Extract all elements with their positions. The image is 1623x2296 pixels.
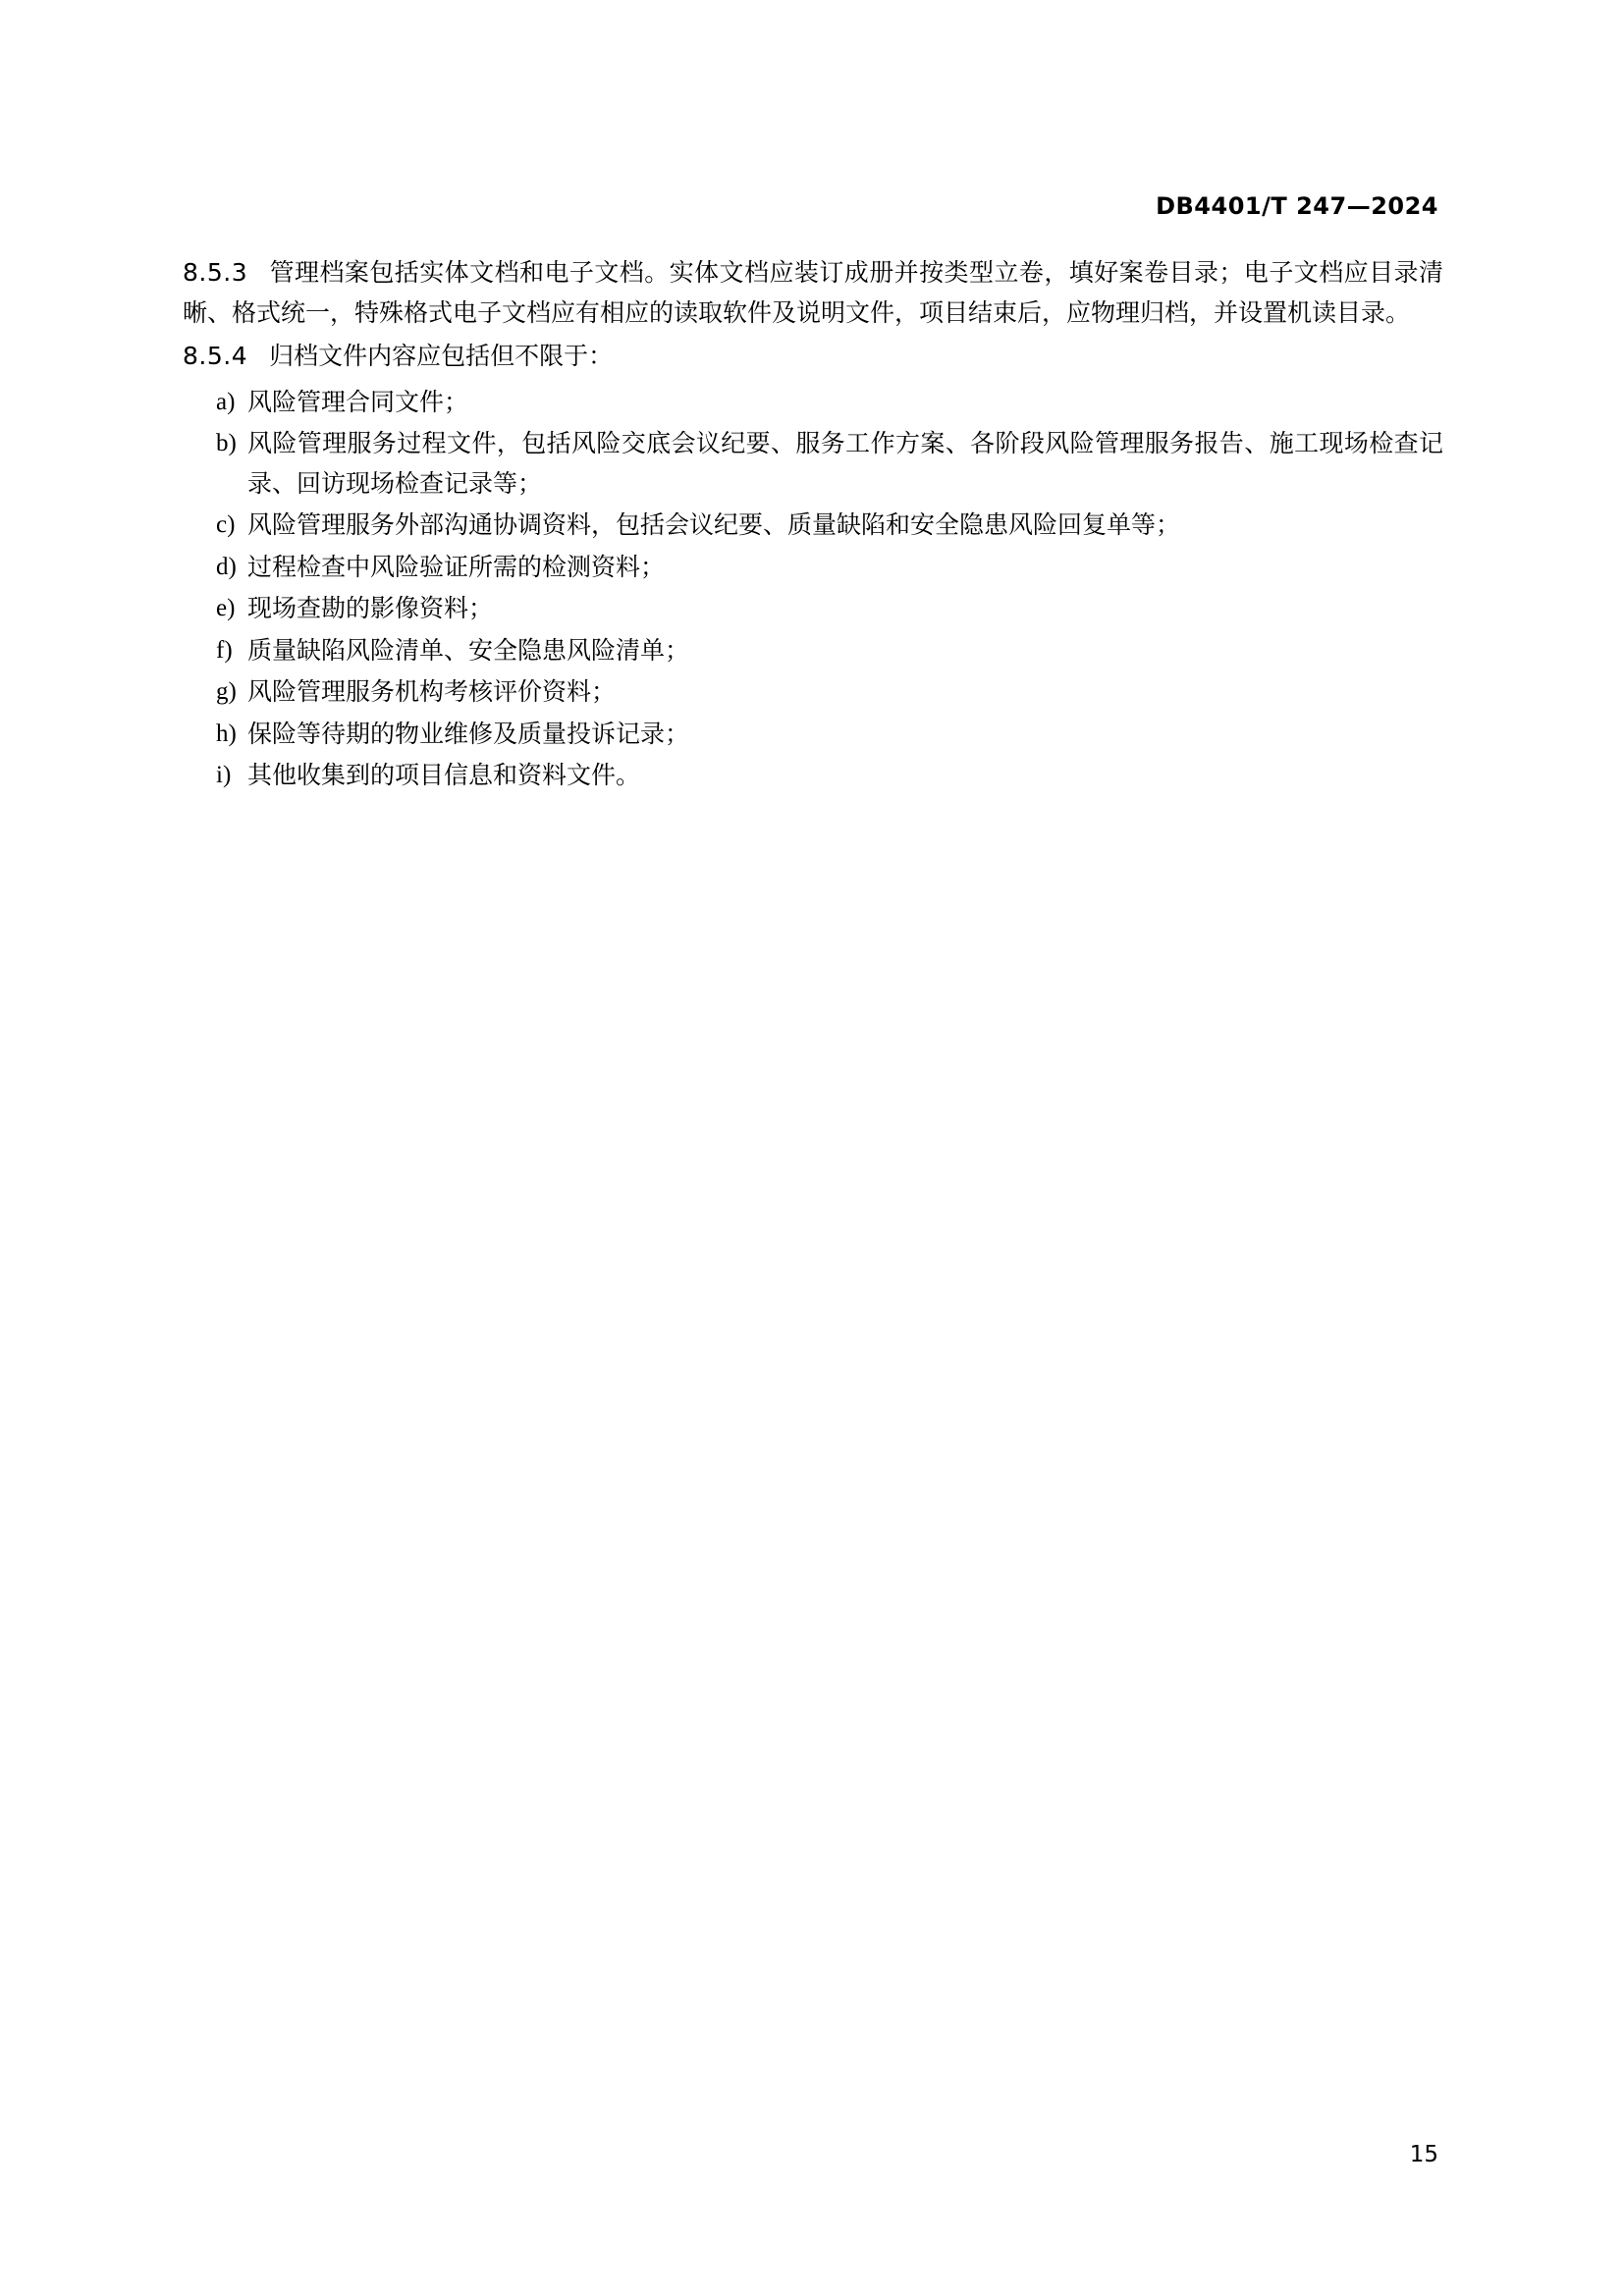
- clause-text-8-5-4: 归档文件内容应包括但不限于：: [269, 342, 614, 370]
- list-item: [183, 589, 1443, 629]
- page-header-standard-code: DB4401/T 247—2024: [1156, 192, 1438, 220]
- list-item-text: 现场查勘的影像资料；: [247, 594, 494, 622]
- list-item: [183, 715, 1443, 755]
- list-item-marker: c): [216, 511, 236, 538]
- list-item-marker: e): [216, 595, 236, 621]
- list-item-marker: d): [216, 553, 237, 580]
- list-item-text: 风险管理服务机构考核评价资料；: [247, 677, 617, 706]
- list-item-marker: b): [216, 430, 237, 456]
- list-item-marker: i): [216, 762, 232, 788]
- list-item-marker: f): [216, 636, 233, 664]
- list-item-marker: h): [216, 720, 237, 747]
- clause-number-8-5-3: 8.5.3: [183, 258, 248, 287]
- list-item-text: 质量缺陷风险清单、安全隐患风险清单；: [247, 635, 690, 665]
- list-item-marker: g): [216, 678, 237, 705]
- clause-number-8-5-4: 8.5.4: [183, 342, 248, 370]
- list-item-text: 其他收集到的项目信息和资料文件。: [247, 761, 641, 789]
- list-item-text: 风险管理服务外部沟通协调资料，包括会议纪要、质量缺陷和安全隐患风险回复单等；: [247, 510, 1181, 539]
- clause-8-5-3: [183, 253, 1443, 333]
- list-item: [183, 424, 1443, 504]
- list-item: [183, 383, 1443, 423]
- list-item-text: 过程检查中风险验证所需的检测资料；: [247, 552, 666, 581]
- page-number: 15: [1409, 2142, 1438, 2167]
- document-content: [183, 253, 1443, 798]
- list-item: [183, 756, 1443, 796]
- list-item-text: 风险管理服务过程文件，包括风险交底会议纪要、服务工作方案、各阶段风险管理服务报告、施工现场检查记录、回访现场检查记录等；: [247, 429, 1443, 498]
- list-item-text: 保险等待期的物业维修及质量投诉记录；: [247, 719, 690, 748]
- list-item: [183, 631, 1443, 671]
- archived-documents-list: [183, 383, 1443, 796]
- list-item-marker: a): [216, 388, 236, 415]
- clause-8-5-4: [183, 337, 1443, 377]
- list-item: [183, 672, 1443, 713]
- list-item: [183, 548, 1443, 588]
- list-item-text: 风险管理合同文件；: [247, 387, 469, 416]
- clause-text-8-5-3: 管理档案包括实体文档和电子文档。实体文档应装订成册并按类型立卷，填好案卷目录；电子文档应目录清晰、格式统一，特殊格式电子文档应有相应的读取软件及说明文件，项目结束后，应物理归档，并设置机读目录。: [183, 258, 1443, 327]
- list-item: [183, 506, 1443, 546]
